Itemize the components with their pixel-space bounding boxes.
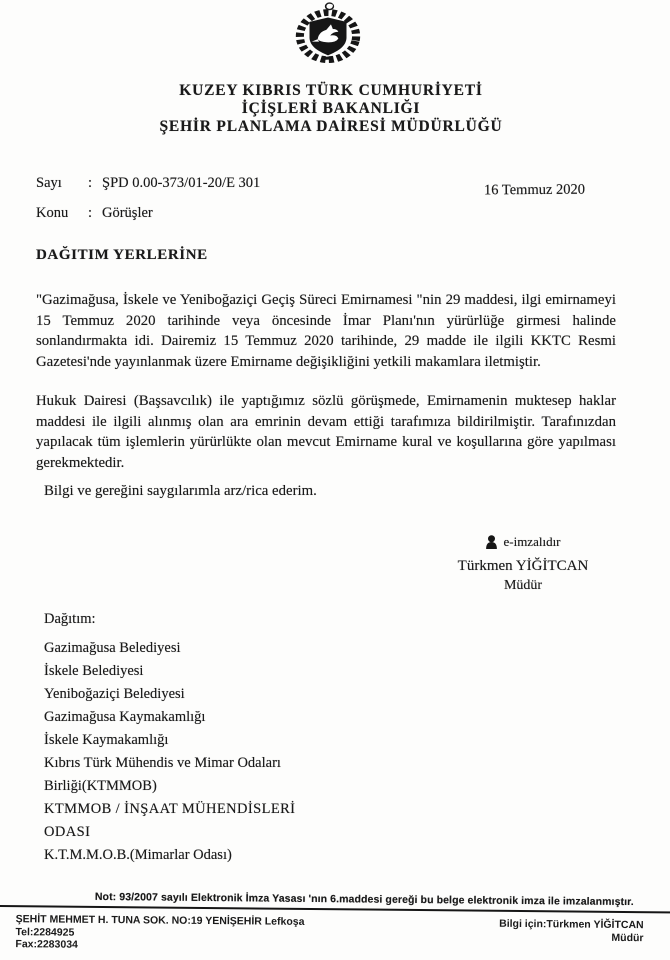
closing-line: Bilgi ve gereğini saygılarımla arz/rica ederim. <box>44 483 317 499</box>
reference-separator: : <box>88 175 93 191</box>
signer-title: Müdür <box>503 578 543 593</box>
footer-contact-block <box>499 918 644 957</box>
footer <box>0 886 670 957</box>
distribution-item: Gazimağusa Kaymakamlığı <box>44 709 206 725</box>
subject-value: Görüşler <box>102 205 153 221</box>
letterhead-title <box>0 82 662 136</box>
distribution-item: İskele Belediyesi <box>44 663 144 679</box>
signer-name: Türkmen YİĞİTCAN <box>457 558 589 574</box>
recipient-line: DAĞITIM YERLERİNE <box>36 247 208 263</box>
letterhead-line-department: ŞEHİR PLANLAMA DAİRESİ MÜDÜRLÜĞÜ <box>159 118 503 135</box>
distribution-item: Kıbrıs Türk Mühendis ve Mimar Odaları <box>44 755 281 771</box>
signature-block <box>428 534 618 594</box>
distribution-item: ODASI <box>44 824 91 840</box>
footer-fax: Fax:2283034 <box>15 938 78 951</box>
esignature-line <box>485 534 560 550</box>
letterhead-line-ministry: İÇİŞLERİ BAKANLIĞI <box>241 100 421 117</box>
letterhead-line-country: KUZEY KIBRIS TÜRK CUMHURİYETİ <box>179 82 483 99</box>
subject-separator: : <box>88 205 93 221</box>
subject-row <box>36 205 153 222</box>
trnc-coat-of-arms-icon <box>291 2 365 64</box>
footer-contact-title: Müdür <box>611 931 644 945</box>
esignature-label: e-imzalıdır <box>503 534 561 549</box>
esignature-seal-icon <box>485 535 498 549</box>
body-paragraph-2: Hukuk Dairesi (Başsavcılık) ile yaptığımız sözlü görüşmede, Emirnamenin muktesep haklar maddesi ile ilgili alınmış olan ara emrinin devam ettiği tarafımıza bildirilmiştir. Tarafınızdan yapılacak tüm işlemlerin yürürlükte olan mevcut Emirname kural ve koşullarına göre yapılması gerekmektedir. <box>36 393 616 471</box>
footer-address: ŞEHİT MEHMET H. TUNA SOK. NO:19 YENİŞEHİR Lefkoşa <box>15 913 305 928</box>
distribution-item: K.T.M.M.O.B.(Mimarlar Odası) <box>44 847 232 863</box>
document-date: 16 Temmuz 2020 <box>483 181 586 199</box>
distribution-item: İskele Kaymakamlığı <box>44 732 169 748</box>
distribution-item: Yeniboğaziçi Belediyesi <box>44 686 185 702</box>
distribution-heading: Dağıtım: <box>44 611 96 627</box>
reference-value: ŞPD 0.00-373/01-20/E 301 <box>102 175 261 191</box>
footer-tel: Tel:2284925 <box>15 925 75 939</box>
reference-label: Sayı <box>36 175 62 191</box>
distribution-item: KTMMOB / İNŞAAT MÜHENDİSLERİ <box>44 801 296 817</box>
footer-address-block <box>15 913 304 953</box>
distribution-list <box>44 637 295 867</box>
subject-label: Konu <box>36 205 69 221</box>
distribution-item: Birliği(KTMMOB) <box>44 778 157 794</box>
body-paragraph-1: "Gazimağusa, İskele ve Yeniboğaziçi Geçiş Süreci Emirnamesi "nin 29 maddesi, ilgi emirnameyi 15 Temmuz 2020 tarihinde veya öncesinde İmar Planı'nın yürürlüğe girmesi halinde sonlandırmakta idi. Dairemiz 15 Temmuz 2020 tarihinde, 29 madde ile ilgili KKTC Resmi Gazetesi'nde yayınlanmak üzere Emirname değişikliğini yetkili makamlara iletmiştir. <box>36 292 616 370</box>
esignature-legal-note: Not: 93/2007 sayılı Elektronik İmza Yasası 'nın 6.maddesi gereği bu belge elektronik imza ile imzalanmıştır. <box>0 886 670 914</box>
distribution-item: Gazimağusa Belediyesi <box>44 640 181 656</box>
footer-contact: Bilgi için:Türkmen YİĞİTCAN <box>499 917 644 932</box>
reference-number-row <box>36 175 260 192</box>
